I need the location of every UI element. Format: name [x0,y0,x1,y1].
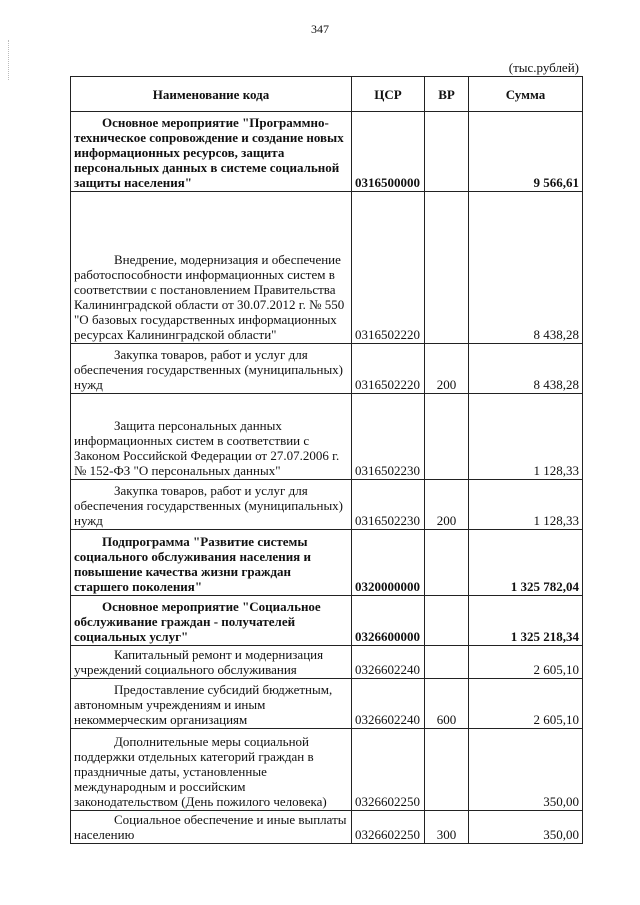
row-csr-cell: 0316502230 [352,394,425,480]
row-name-cell: Внедрение, модернизация и обеспечение работоспособности информационных систем в соответствии с постановлением Правительства Калининградской области от 30.07.2012 г. № 550 "О базовых государственных информационных ресурсах Калининградской области" [71,192,352,344]
row-sum-cell: 1 325 218,34 [469,596,583,646]
header-sum: Сумма [469,77,583,112]
row-sum-cell: 350,00 [469,729,583,811]
row-sum-cell: 2 605,10 [469,679,583,729]
row-csr-cell: 0316502230 [352,480,425,530]
table-header-row [71,77,583,112]
row-sum-cell: 1 128,33 [469,480,583,530]
row-sum-cell: 9 566,61 [469,112,583,192]
table-row [71,646,583,679]
row-vr-cell [425,596,469,646]
row-csr-cell: 0326602250 [352,729,425,811]
row-name-cell: Основное мероприятие "Социальное обслуживание граждан - получателей социальных услуг" [71,596,352,646]
row-name-cell: Социальное обеспечение и иные выплаты населению [71,811,352,844]
table-row [71,394,583,480]
row-sum-cell: 8 438,28 [469,344,583,394]
budget-table [70,76,583,844]
row-name-cell: Закупка товаров, работ и услуг для обеспечения государственных (муниципальных) нужд [71,344,352,394]
row-sum-cell: 1 128,33 [469,394,583,480]
header-csr: ЦСР [352,77,425,112]
row-sum-cell: 1 325 782,04 [469,530,583,596]
row-name-cell: Закупка товаров, работ и услуг для обеспечения государственных (муниципальных) нужд [71,480,352,530]
row-vr-cell [425,394,469,480]
row-vr-cell: 200 [425,344,469,394]
row-csr-cell: 0326602250 [352,811,425,844]
row-name-cell: Предоставление субсидий бюджетным, автономным учреждениям и иным некоммерческим организациям [71,679,352,729]
header-name: Наименование кода [71,77,352,112]
row-csr-cell: 0316502220 [352,192,425,344]
row-name-cell: Защита персональных данных информационных систем в соответствии с Законом Российской Федерации от 27.07.2006 г. № 152-ФЗ "О персональных данных" [71,394,352,480]
row-csr-cell: 0316502220 [352,344,425,394]
header-vr: ВР [425,77,469,112]
row-vr-cell [425,646,469,679]
row-vr-cell [425,112,469,192]
row-vr-cell [425,530,469,596]
table-row [71,596,583,646]
row-vr-cell: 200 [425,480,469,530]
table-row [71,679,583,729]
table-row [71,530,583,596]
row-vr-cell [425,729,469,811]
table-row [71,811,583,844]
table-row [71,729,583,811]
row-sum-cell: 350,00 [469,811,583,844]
row-csr-cell: 0320000000 [352,530,425,596]
row-sum-cell: 8 438,28 [469,192,583,344]
row-name-cell: Основное мероприятие "Программно-техническое сопровождение и создание новых информационных ресурсов, защита персональных данных в системе социальной защиты населения" [71,112,352,192]
page-number: 347 [311,22,329,36]
table-row [71,192,583,344]
table-row [71,480,583,530]
row-name-cell: Дополнительные меры социальной поддержки отдельных категорий граждан в праздничные даты, установленные международным и российским законодательством (День пожилого человека) [71,729,352,811]
row-name-cell: Капитальный ремонт и модернизация учреждений социального обслуживания [71,646,352,679]
row-csr-cell: 0316500000 [352,112,425,192]
table-row [71,112,583,192]
row-vr-cell [425,192,469,344]
row-name-cell: Подпрограмма "Развитие системы социального обслуживания населения и повышение качества жизни граждан старшего поколения" [71,530,352,596]
row-vr-cell: 600 [425,679,469,729]
table-row [71,344,583,394]
row-csr-cell: 0326602240 [352,679,425,729]
scan-margin-mark [8,40,11,80]
row-csr-cell: 0326600000 [352,596,425,646]
row-vr-cell: 300 [425,811,469,844]
row-csr-cell: 0326602240 [352,646,425,679]
row-sum-cell: 2 605,10 [469,646,583,679]
units-label: (тыс.рублей) [508,60,579,75]
